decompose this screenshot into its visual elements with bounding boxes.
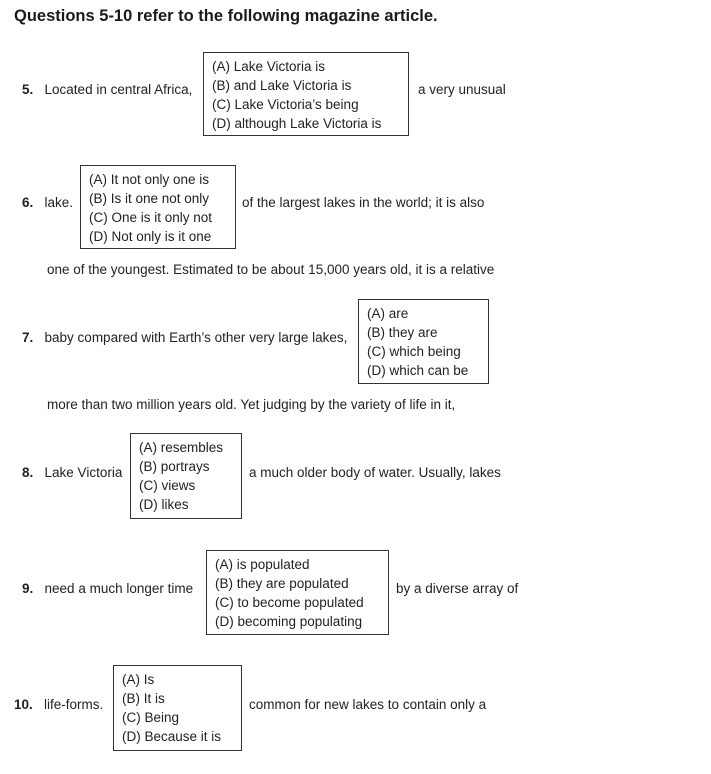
answer-choices-box [206,550,389,635]
page-title: Questions 5-10 refer to the following magazine article. [14,7,438,25]
question-number: 6. [22,195,34,210]
question-text-before: baby compared with Earth’s other very large lakes, [44,330,348,345]
question-text-after: a very unusual [418,82,506,97]
passage-continuation: one of the youngest. Estimated to be about 15,000 years old, it is a relative [47,262,495,277]
option-c[interactable]: (C) which being [367,344,461,359]
question-text-after: common for new lakes to contain only a [249,697,487,712]
question-8-stem [22,465,122,480]
question-number: 9. [22,581,34,596]
option-b[interactable]: (B) It is [122,691,165,706]
answer-choices-box [113,665,242,751]
option-b[interactable]: (B) they are populated [215,576,349,591]
option-c[interactable]: (C) Being [122,710,180,725]
question-text-before: need a much longer time [44,581,194,596]
option-a[interactable]: (A) It not only one is [89,172,210,187]
option-d[interactable]: (D) Because it is [122,729,222,744]
question-text-after: a much older body of water. Usually, lakes [249,465,501,480]
question-text-before: Lake Victoria [44,465,123,480]
answer-choices-box [80,165,236,249]
option-d[interactable]: (D) likes [139,497,189,512]
question-9-stem [22,581,193,596]
answer-choices-box [358,299,489,384]
question-number: 7. [22,330,34,345]
option-c[interactable]: (C) One is it only not [89,210,213,225]
question-number: 10. [14,697,33,712]
option-d[interactable]: (D) Not only is it one [89,229,212,244]
option-a[interactable]: (A) is populated [215,557,310,572]
answer-choices-box [203,52,409,136]
question-number: 8. [22,465,34,480]
question-10-stem [14,697,103,712]
question-text-before: lake. [44,195,74,210]
option-c[interactable]: (C) Lake Victoria’s being [212,97,359,112]
option-d[interactable]: (D) which can be [367,363,469,378]
option-b[interactable]: (B) portrays [139,459,210,474]
option-c[interactable]: (C) views [139,478,196,493]
question-text-before: life-forms. [44,697,104,712]
option-a[interactable]: (A) are [367,306,409,321]
option-a[interactable]: (A) Lake Victoria is [212,59,326,74]
passage-continuation: more than two million years old. Yet judging by the variety of life in it, [47,397,456,412]
question-text-after: by a diverse array of [396,581,519,596]
option-a[interactable]: (A) Is [122,672,155,687]
option-a[interactable]: (A) resembles [139,440,224,455]
question-6-stem [22,195,73,210]
option-d[interactable]: (D) although Lake Victoria is [212,116,382,131]
option-d[interactable]: (D) becoming populating [215,614,363,629]
question-text-after: of the largest lakes in the world; it is also [242,195,485,210]
question-7-stem [22,330,347,345]
option-b[interactable]: (B) and Lake Victoria is [212,78,352,93]
option-b[interactable]: (B) Is it one not only [89,191,210,206]
answer-choices-box [130,433,242,519]
option-c[interactable]: (C) to become populated [215,595,364,610]
option-b[interactable]: (B) they are [367,325,438,340]
question-text-before: Located in central Africa, [44,82,193,97]
question-number: 5. [22,82,34,97]
question-5-stem [22,82,192,97]
